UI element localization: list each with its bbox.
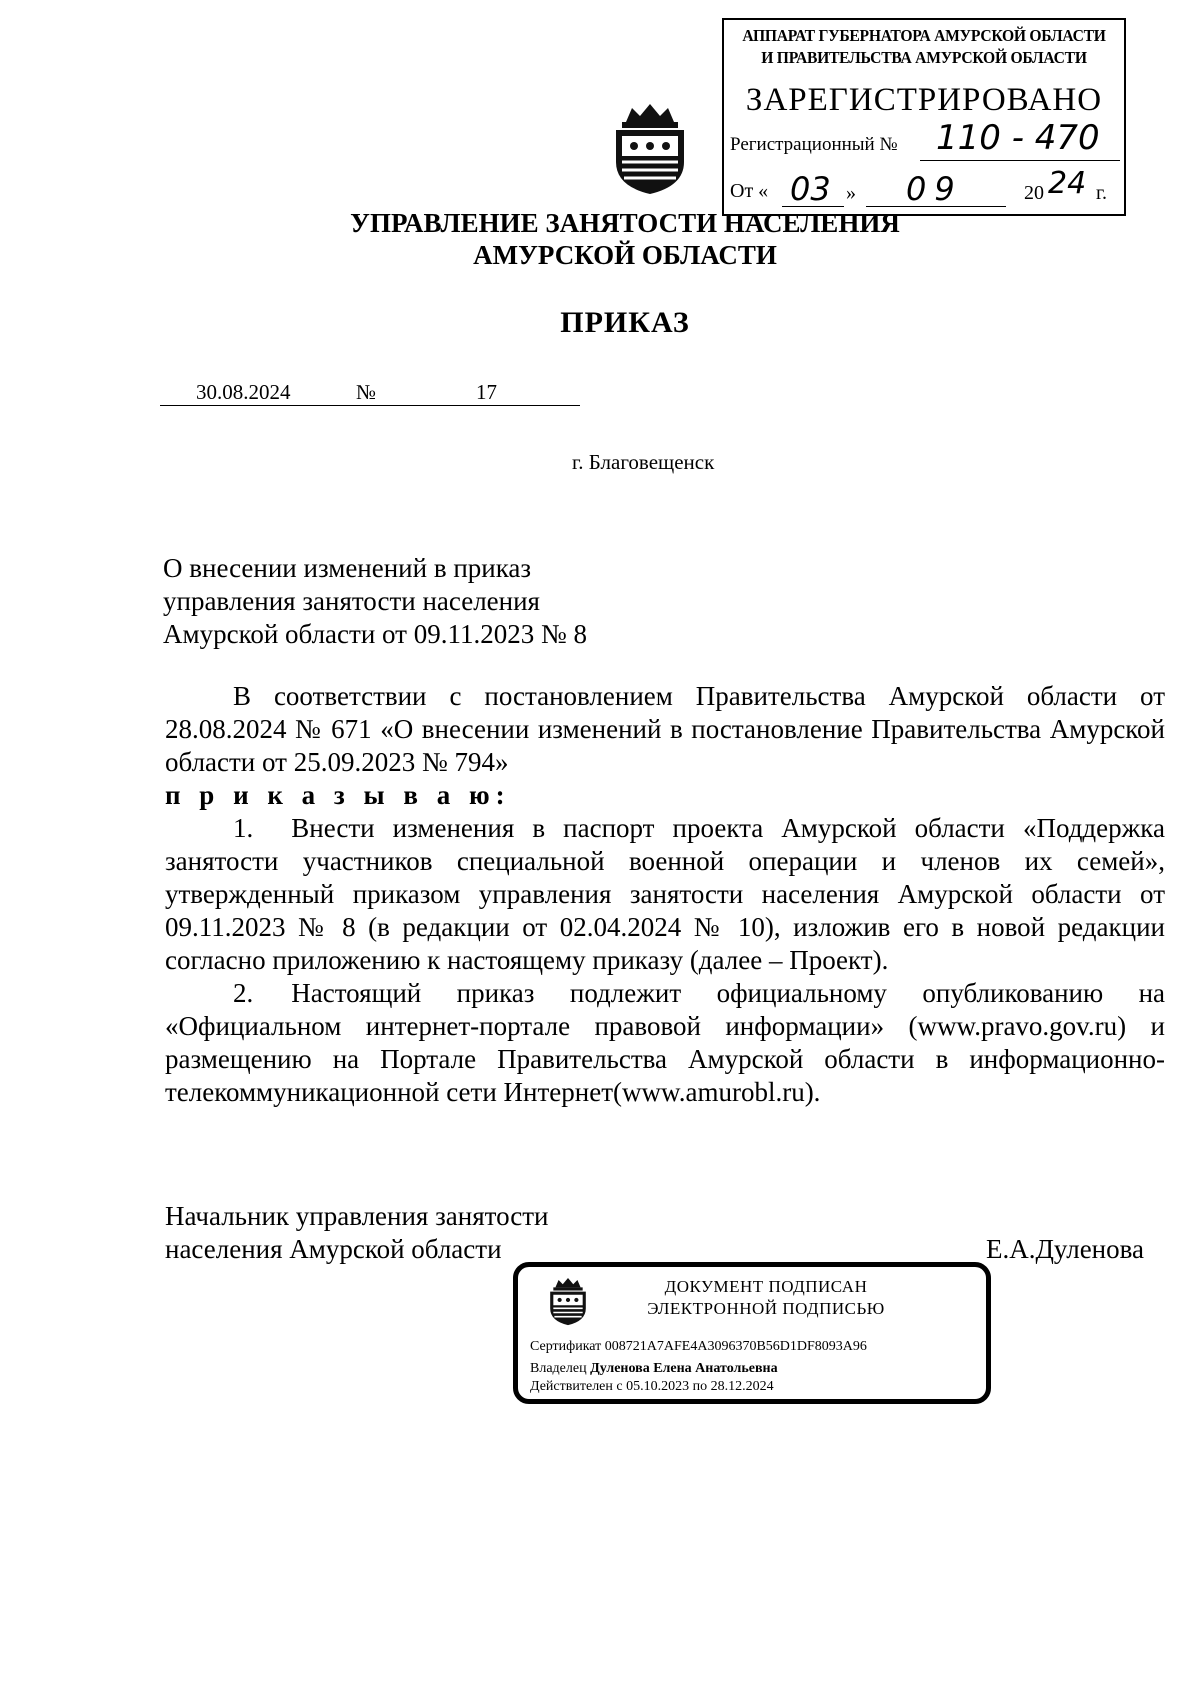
item-2-number: 2.	[233, 978, 254, 1008]
stamp-year-end: г.	[1096, 182, 1107, 204]
signer-position-line2: населения Амурской области	[165, 1234, 502, 1264]
stamp-day: 03	[790, 170, 831, 208]
esign-emblem-icon	[546, 1275, 590, 1327]
item-2	[165, 977, 1165, 1109]
electronic-signature-stamp	[513, 1262, 991, 1404]
esign-certificate: Сертификат 008721A7AFE4A3096370B56D1DF8093A96	[530, 1339, 867, 1354]
order-number: 17	[476, 380, 497, 404]
org-title-line1: УПРАВЛЕНИЕ ЗАНЯТОСТИ НАСЕЛЕНИЯ	[350, 208, 900, 238]
order-number-sign: №	[356, 380, 377, 404]
order-date: 30.08.2024	[196, 380, 291, 404]
esign-header-line2: ЭЛЕКТРОННОЙ ПОДПИСЬЮ	[647, 1299, 885, 1318]
subject-line2: управления занятости населения	[163, 586, 540, 616]
order-number-line	[160, 405, 580, 406]
stamp-reg-number: 110 - 470	[936, 118, 1100, 158]
registration-stamp	[722, 18, 1126, 216]
doc-type-title: ПРИКАЗ	[560, 306, 690, 339]
signer-position-line1: Начальник управления занятости	[165, 1201, 549, 1231]
signer-name: Е.А.Дуленова	[986, 1234, 1145, 1264]
stamp-org-line1: АППАРАТ ГУБЕРНАТОРА АМУРСКОЙ ОБЛАСТИ	[742, 26, 1106, 45]
stamp-date-label: От «	[730, 180, 769, 202]
esign-owner-label: Владелец	[530, 1361, 587, 1376]
stamp-org-line2: И ПРАВИТЕЛЬСТВА АМУРСКОЙ ОБЛАСТИ	[761, 48, 1087, 67]
org-title-line2: АМУРСКОЙ ОБЛАСТИ	[473, 240, 777, 270]
stamp-year-suffix: 24	[1048, 166, 1087, 201]
city: г. Благовещенск	[572, 450, 715, 474]
item-1	[165, 812, 1165, 977]
preamble-paragraph: В соответствии с постановлением Правительства Амурской области от 28.08.2024 № 671 «О внесении изменений в постановление Правительства Амурской области от 25.09.2023 № 794»	[165, 681, 1165, 777]
stamp-title: ЗАРЕГИСТРИРОВАНО	[745, 82, 1103, 118]
subject-line3: Амурской области от 09.11.2023 № 8	[163, 619, 587, 649]
stamp-year-prefix: 20	[1024, 182, 1044, 204]
stamp-quote-close: »	[846, 182, 856, 204]
item-2-text: Настоящий приказ подлежит официальному опубликованию на «Официальном интернет-портале правовой информации» (www.pravo.gov.ru) и размещению на Портале Правительства Амурской области в информационно-телекоммуникационной сети Интернет(www.amurobl.ru).	[165, 978, 1165, 1107]
coat-of-arms-icon	[608, 100, 692, 196]
stamp-reg-label: Регистрационный №	[730, 134, 898, 155]
esign-valid: Действителен с 05.10.2023 по 28.12.2024	[530, 1379, 774, 1394]
item-1-number: 1.	[233, 813, 254, 843]
esign-owner: Дуленова Елена Анатольевна	[590, 1361, 778, 1376]
item-1-text: Внести изменения в паспорт проекта Амурской области «Поддержка занятости участников специальной военной операции и членов их семей», утвержденный приказом управления занятости населения Амурской области от 09.11.2023 № 8 (в редакции от 02.04.2024 № 10), изложив его в новой редакции согласно приложению к настоящему приказу (далее – Проект).	[165, 813, 1165, 975]
stamp-reg-line	[920, 160, 1120, 161]
esign-owner-row	[530, 1361, 778, 1377]
order-word: п р и к а з ы в а ю:	[165, 780, 511, 810]
esign-header-line1: ДОКУМЕНТ ПОДПИСАН	[664, 1277, 868, 1296]
subject-line1: О внесении изменений в приказ	[163, 553, 532, 583]
stamp-month: 09	[906, 170, 963, 208]
